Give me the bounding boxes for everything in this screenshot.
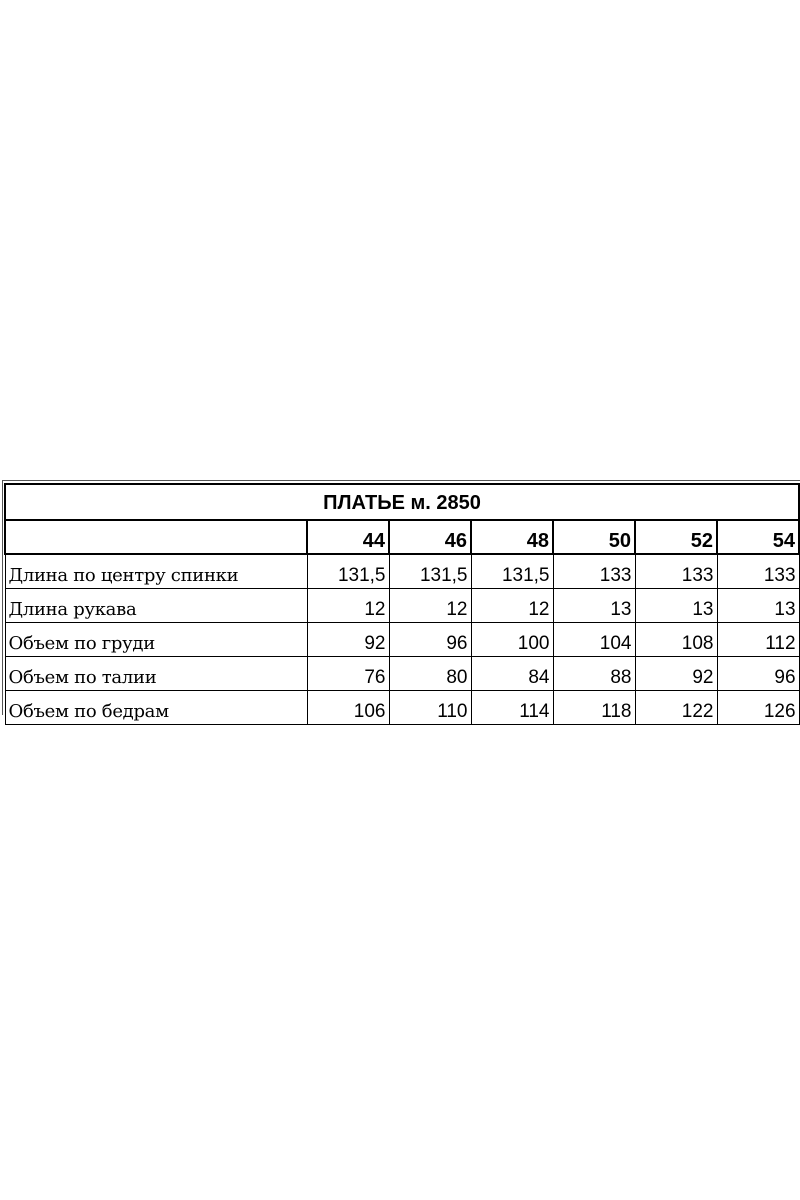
table-row: [5, 657, 799, 691]
table-row: [5, 589, 799, 623]
value-cell: 96: [717, 657, 799, 691]
value-cell: 12: [307, 589, 389, 623]
value-cell: 104: [553, 623, 635, 657]
value-cell: 12: [471, 589, 553, 623]
value-cell: 92: [307, 623, 389, 657]
table-row: [5, 691, 799, 725]
value-cell: 122: [635, 691, 717, 725]
value-cell: 133: [717, 554, 799, 589]
value-cell: 76: [307, 657, 389, 691]
header-empty-cell: [5, 520, 307, 554]
size-header-cell: 44: [307, 520, 389, 554]
value-cell: 12: [389, 589, 471, 623]
size-header-row: [5, 520, 799, 554]
title-row: [5, 484, 799, 520]
value-cell: 118: [553, 691, 635, 725]
value-cell: 13: [717, 589, 799, 623]
value-cell: 133: [635, 554, 717, 589]
value-cell: 13: [635, 589, 717, 623]
value-cell: 96: [389, 623, 471, 657]
row-label: Объем по бедрам: [5, 691, 307, 725]
size-chart: [4, 483, 800, 725]
value-cell: 108: [635, 623, 717, 657]
row-label: Объем по талии: [5, 657, 307, 691]
value-cell: 106: [307, 691, 389, 725]
table-row: [5, 623, 799, 657]
value-cell: 13: [553, 589, 635, 623]
row-label: Длина рукава: [5, 589, 307, 623]
value-cell: 131,5: [389, 554, 471, 589]
size-header-cell: 48: [471, 520, 553, 554]
size-header-cell: 46: [389, 520, 471, 554]
value-cell: 100: [471, 623, 553, 657]
size-header-cell: 50: [553, 520, 635, 554]
table-title: ПЛАТЬЕ м. 2850: [5, 484, 799, 520]
size-table: [4, 483, 800, 725]
row-label: Объем по груди: [5, 623, 307, 657]
size-header-cell: 54: [717, 520, 799, 554]
table-row: [5, 554, 799, 589]
value-cell: 114: [471, 691, 553, 725]
value-cell: 131,5: [471, 554, 553, 589]
value-cell: 84: [471, 657, 553, 691]
row-label: Длина по центру спинки: [5, 554, 307, 589]
value-cell: 92: [635, 657, 717, 691]
value-cell: 133: [553, 554, 635, 589]
value-cell: 112: [717, 623, 799, 657]
value-cell: 126: [717, 691, 799, 725]
value-cell: 131,5: [307, 554, 389, 589]
value-cell: 80: [389, 657, 471, 691]
value-cell: 110: [389, 691, 471, 725]
size-header-cell: 52: [635, 520, 717, 554]
value-cell: 88: [553, 657, 635, 691]
